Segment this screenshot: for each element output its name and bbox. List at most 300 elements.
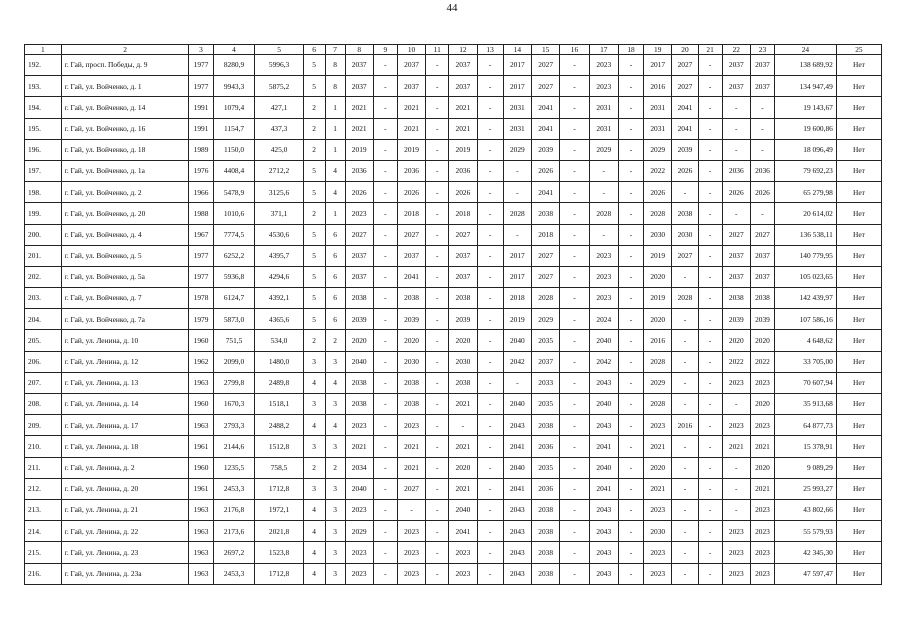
table-cell: - (373, 478, 397, 499)
table-cell: 2031 (644, 118, 672, 139)
table-cell: 2027 (532, 266, 560, 287)
table-cell: 5 (303, 224, 325, 245)
table-cell: 7774,5 (213, 224, 255, 245)
table-cell: 2020 (644, 457, 672, 478)
table-cell: 138 689,92 (775, 55, 837, 76)
table-cell: - (477, 182, 503, 203)
table-cell: - (560, 160, 589, 181)
table-cell: 2027 (397, 478, 425, 499)
table-cell: 2021 (644, 478, 672, 499)
table-cell: 2028 (589, 203, 618, 224)
table-cell: 2021 (449, 436, 477, 457)
table-cell: - (560, 55, 589, 76)
table-cell: 2027 (672, 76, 698, 97)
table-cell: 751,5 (213, 330, 255, 351)
table-cell: - (672, 372, 698, 393)
table-cell: 2027 (449, 224, 477, 245)
table-cell: 4 (303, 521, 325, 542)
table-cell: 1976 (189, 160, 213, 181)
table-cell: - (560, 351, 589, 372)
table-row (25, 457, 882, 478)
table-cell: 2793,3 (213, 415, 255, 436)
table-cell: - (373, 224, 397, 245)
table-cell: - (373, 139, 397, 160)
row-index-cell: 194. (25, 97, 62, 118)
table-cell: - (750, 139, 774, 160)
table-cell: 5996,3 (255, 55, 303, 76)
table-cell: - (618, 330, 643, 351)
table-cell: 2017 (503, 266, 531, 287)
table-cell: 1960 (189, 457, 213, 478)
table-cell: - (373, 118, 397, 139)
table-cell: - (560, 139, 589, 160)
table-cell: Нет (836, 394, 881, 415)
table-cell: - (477, 139, 503, 160)
table-cell: - (618, 521, 643, 542)
table-cell: 2028 (672, 288, 698, 309)
table-cell: 2043 (589, 372, 618, 393)
table-cell: 5478,9 (213, 182, 255, 203)
table-cell: 437,3 (255, 118, 303, 139)
column-number-cell: 24 (775, 45, 837, 55)
table-cell: 2489,8 (255, 372, 303, 393)
table-cell: - (698, 372, 722, 393)
table-cell: - (373, 76, 397, 97)
table-cell: - (672, 478, 698, 499)
row-index-cell: 195. (25, 118, 62, 139)
table-cell: 3 (325, 521, 345, 542)
table-cell: Нет (836, 351, 881, 372)
table-cell: 2031 (503, 118, 531, 139)
table-cell: 2041 (532, 97, 560, 118)
table-cell: - (698, 394, 722, 415)
table-cell: 2039 (750, 309, 774, 330)
table-cell: 1960 (189, 330, 213, 351)
table-cell: 2022 (722, 351, 750, 372)
table-cell: 2021 (397, 457, 425, 478)
table-cell: - (698, 478, 722, 499)
table-cell: - (503, 224, 531, 245)
table-row (25, 203, 882, 224)
table-cell: - (477, 457, 503, 478)
table-cell: Нет (836, 542, 881, 563)
table-cell: Нет (836, 245, 881, 266)
table-cell: 1961 (189, 436, 213, 457)
table-cell: 2021 (397, 97, 425, 118)
table-cell: 2020 (449, 330, 477, 351)
table-cell: 2016 (644, 330, 672, 351)
table-cell: 2020 (722, 330, 750, 351)
table-cell: 3125,6 (255, 182, 303, 203)
table-cell: - (672, 351, 698, 372)
table-cell: 134 947,49 (775, 76, 837, 97)
table-cell: 2021 (397, 436, 425, 457)
column-number-cell: 4 (213, 45, 255, 55)
table-cell: 2038 (532, 415, 560, 436)
table-row (25, 182, 882, 203)
table-cell: - (426, 97, 449, 118)
table-cell: - (698, 76, 722, 97)
column-number-cell: 2 (61, 45, 189, 55)
table-cell: 4 (303, 563, 325, 584)
table-cell: - (373, 457, 397, 478)
table-cell: 2023 (750, 499, 774, 520)
table-cell: 9943,3 (213, 76, 255, 97)
table-cell: 2016 (644, 76, 672, 97)
table-cell: 427,1 (255, 97, 303, 118)
table-row (25, 330, 882, 351)
table-cell: 2 (325, 330, 345, 351)
address-cell: г. Гай, ул. Войченко, д. 7а (61, 309, 189, 330)
table-cell: Нет (836, 203, 881, 224)
table-cell: 2027 (397, 224, 425, 245)
table-cell: 2037 (449, 55, 477, 76)
table-cell: 2023 (589, 266, 618, 287)
table-cell: 2037 (750, 245, 774, 266)
address-cell: г. Гай, ул. Ленина, д. 13 (61, 372, 189, 393)
table-cell: 1079,4 (213, 97, 255, 118)
table-cell: 1 (325, 118, 345, 139)
table-cell: - (477, 309, 503, 330)
table-cell: 2453,3 (213, 478, 255, 499)
address-cell: г. Гай, ул. Войченко, д. 5 (61, 245, 189, 266)
table-cell: Нет (836, 182, 881, 203)
table-cell: 2037 (750, 55, 774, 76)
table-cell: 4530,6 (255, 224, 303, 245)
table-cell: 18 096,49 (775, 139, 837, 160)
table-cell: 2 (303, 97, 325, 118)
column-number-cell: 17 (589, 45, 618, 55)
table-cell: Нет (836, 436, 881, 457)
table-cell: 1963 (189, 372, 213, 393)
table-cell: 2023 (589, 76, 618, 97)
table-cell: 8 (325, 76, 345, 97)
table-cell: - (373, 330, 397, 351)
table-cell: 8 (325, 55, 345, 76)
table-cell: 1518,1 (255, 394, 303, 415)
column-number-cell: 5 (255, 45, 303, 55)
table-cell: 2023 (345, 499, 373, 520)
table-cell: - (722, 499, 750, 520)
table-cell: - (560, 309, 589, 330)
table-cell: - (477, 288, 503, 309)
table-row (25, 478, 882, 499)
row-index-cell: 198. (25, 182, 62, 203)
table-cell: 3 (303, 394, 325, 415)
page-number: 44 (446, 2, 458, 14)
table-cell: 2037 (345, 245, 373, 266)
table-cell: 2043 (589, 499, 618, 520)
table-cell: 2038 (672, 203, 698, 224)
table-cell: 2041 (672, 97, 698, 118)
table-cell: 35 913,68 (775, 394, 837, 415)
table-cell: 2023 (644, 542, 672, 563)
table-cell: - (560, 245, 589, 266)
table-cell: 2030 (644, 224, 672, 245)
table-cell: Нет (836, 521, 881, 542)
table-cell: 2021 (397, 118, 425, 139)
table-cell: 2 (303, 118, 325, 139)
table-cell: - (477, 542, 503, 563)
table-cell: 2038 (532, 542, 560, 563)
row-index-cell: 210. (25, 436, 62, 457)
table-cell: - (672, 499, 698, 520)
column-number-cell: 16 (560, 45, 589, 55)
row-index-cell: 200. (25, 224, 62, 245)
table-cell: - (373, 55, 397, 76)
table-cell: 2041 (589, 478, 618, 499)
table-cell: - (672, 457, 698, 478)
table-cell: 6 (325, 245, 345, 266)
table-cell: Нет (836, 372, 881, 393)
address-cell: г. Гай, ул. Ленина, д. 20 (61, 478, 189, 499)
table-cell: 2017 (503, 76, 531, 97)
table-cell: 2026 (750, 182, 774, 203)
table-cell: 43 802,66 (775, 499, 837, 520)
table-cell: 1712,8 (255, 478, 303, 499)
table-cell: 2037 (449, 266, 477, 287)
table-cell: 2023 (397, 415, 425, 436)
table-cell: 2017 (644, 55, 672, 76)
table-cell: - (426, 521, 449, 542)
address-cell: г. Гай, ул. Ленина, д. 18 (61, 436, 189, 457)
table-cell: 2039 (532, 139, 560, 160)
table-cell: 136 538,11 (775, 224, 837, 245)
table-cell: 2028 (503, 203, 531, 224)
table-cell: 1967 (189, 224, 213, 245)
table-cell: - (618, 139, 643, 160)
table-cell: 1988 (189, 203, 213, 224)
table-cell: 2028 (644, 203, 672, 224)
table-cell: - (477, 203, 503, 224)
table-cell: 2018 (503, 288, 531, 309)
table-cell: 2020 (345, 330, 373, 351)
table-cell: 4 (325, 182, 345, 203)
table-cell: - (560, 563, 589, 584)
table-cell: - (672, 309, 698, 330)
address-cell: г. Гай, ул. Войченко, д. 1 (61, 76, 189, 97)
table-cell: Нет (836, 457, 881, 478)
table-cell: - (477, 330, 503, 351)
table-cell: - (672, 542, 698, 563)
column-number-cell: 13 (477, 45, 503, 55)
table-cell: 4 (303, 542, 325, 563)
table-cell: 2023 (644, 499, 672, 520)
table-cell: 2035 (532, 330, 560, 351)
table-row (25, 288, 882, 309)
table-cell: 5 (303, 245, 325, 266)
table-cell: 3 (303, 478, 325, 499)
table-cell: - (426, 245, 449, 266)
table-cell: 1512,8 (255, 436, 303, 457)
row-index-cell: 216. (25, 563, 62, 584)
table-cell: 1712,8 (255, 563, 303, 584)
column-number-cell: 15 (532, 45, 560, 55)
table-cell: 2040 (345, 351, 373, 372)
table-cell: - (618, 563, 643, 584)
table-cell: - (722, 203, 750, 224)
table-cell: 2039 (345, 309, 373, 330)
table-cell: 2697,2 (213, 542, 255, 563)
table-cell: 2028 (532, 288, 560, 309)
table-cell: 1962 (189, 351, 213, 372)
table-cell: 5 (303, 182, 325, 203)
table-cell: - (477, 351, 503, 372)
column-number-row (25, 45, 882, 55)
table-cell: 2041 (589, 436, 618, 457)
table-cell: 140 779,95 (775, 245, 837, 266)
table-cell: - (373, 542, 397, 563)
table-cell: - (373, 97, 397, 118)
table-cell: 4392,1 (255, 288, 303, 309)
table-cell: - (589, 224, 618, 245)
table-cell: - (426, 457, 449, 478)
table-cell: Нет (836, 118, 881, 139)
table-cell: 2043 (503, 499, 531, 520)
table-cell: 2043 (589, 563, 618, 584)
table-cell: - (477, 394, 503, 415)
table-cell: 2027 (750, 224, 774, 245)
table-cell: - (698, 55, 722, 76)
table-cell: 2029 (644, 139, 672, 160)
address-cell: г. Гай, ул. Войченко, д. 20 (61, 203, 189, 224)
address-cell: г. Гай, ул. Ленина, д. 12 (61, 351, 189, 372)
table-cell: - (426, 118, 449, 139)
table-cell: - (698, 499, 722, 520)
table-cell: 1963 (189, 542, 213, 563)
table-cell: - (477, 478, 503, 499)
table-cell: 2037 (722, 245, 750, 266)
address-cell: г. Гай, ул. Ленина, д. 22 (61, 521, 189, 542)
table-cell: 2040 (345, 478, 373, 499)
table-cell: 2023 (449, 542, 477, 563)
row-index-cell: 193. (25, 76, 62, 97)
table-cell: Нет (836, 288, 881, 309)
table-cell: 6 (325, 309, 345, 330)
table-cell: 2020 (750, 457, 774, 478)
table-cell: 2043 (589, 521, 618, 542)
table-cell: - (426, 288, 449, 309)
table-cell: - (477, 266, 503, 287)
table-cell: 2016 (672, 415, 698, 436)
table-cell: 3 (325, 478, 345, 499)
table-cell: 1991 (189, 97, 213, 118)
address-cell: г. Гай, ул. Ленина, д. 23 (61, 542, 189, 563)
table-cell: - (426, 160, 449, 181)
table-cell: 2023 (722, 563, 750, 584)
table-cell: 2021 (449, 478, 477, 499)
table-row (25, 160, 882, 181)
table-cell: - (373, 288, 397, 309)
table-cell: - (426, 563, 449, 584)
table-cell: 2043 (503, 563, 531, 584)
table-cell: - (618, 118, 643, 139)
column-number-cell: 12 (449, 45, 477, 55)
table-cell: - (698, 160, 722, 181)
table-cell: - (560, 521, 589, 542)
column-number-cell: 19 (644, 45, 672, 55)
table-cell: - (477, 563, 503, 584)
table-cell: Нет (836, 97, 881, 118)
table-cell: 4408,4 (213, 160, 255, 181)
table-cell: - (503, 160, 531, 181)
table-cell: 8280,9 (213, 55, 255, 76)
table-cell: 2023 (345, 563, 373, 584)
table-cell: - (560, 224, 589, 245)
table-cell: 5873,0 (213, 309, 255, 330)
table-cell: 107 586,16 (775, 309, 837, 330)
table-row (25, 436, 882, 457)
table-cell: - (426, 309, 449, 330)
address-cell: г. Гай, ул. Войченко, д. 14 (61, 97, 189, 118)
table-row (25, 266, 882, 287)
table-cell: 2035 (532, 457, 560, 478)
table-cell: - (560, 118, 589, 139)
table-cell: 42 345,30 (775, 542, 837, 563)
table-cell: - (560, 330, 589, 351)
table-cell: 2453,3 (213, 563, 255, 584)
table-cell: 2018 (449, 203, 477, 224)
table-cell: 1977 (189, 266, 213, 287)
table-cell: - (722, 97, 750, 118)
table-cell: - (373, 245, 397, 266)
table-cell: 2043 (503, 542, 531, 563)
table-cell: - (672, 521, 698, 542)
table-cell: 64 877,73 (775, 415, 837, 436)
table-cell: 6 (325, 288, 345, 309)
table-cell: 2039 (672, 139, 698, 160)
table-cell: 4 648,62 (775, 330, 837, 351)
table-row (25, 97, 882, 118)
table-cell: 2033 (532, 372, 560, 393)
table-cell: - (618, 245, 643, 266)
table-cell: 4 (325, 160, 345, 181)
table-cell: 2020 (750, 394, 774, 415)
table-cell: 2022 (750, 351, 774, 372)
table-cell: 2035 (532, 394, 560, 415)
table-cell: - (426, 499, 449, 520)
table-cell: 2099,0 (213, 351, 255, 372)
table-cell: 1991 (189, 118, 213, 139)
table-cell: 2026 (449, 182, 477, 203)
table-cell: 2021 (644, 436, 672, 457)
table-cell: 2020 (449, 457, 477, 478)
table-cell: 2037 (345, 266, 373, 287)
table-cell: 20 614,02 (775, 203, 837, 224)
address-cell: г. Гай, ул. Войченко, д. 7 (61, 288, 189, 309)
table-cell: 1963 (189, 499, 213, 520)
table-cell: 2038 (750, 288, 774, 309)
table-cell: 15 378,91 (775, 436, 837, 457)
row-index-cell: 204. (25, 309, 62, 330)
table-cell: - (618, 351, 643, 372)
table-cell: 2019 (397, 139, 425, 160)
table-cell: - (698, 563, 722, 584)
table-cell: 2028 (644, 394, 672, 415)
table-cell: 1010,6 (213, 203, 255, 224)
table-cell: 2027 (345, 224, 373, 245)
table-cell: - (750, 203, 774, 224)
table-cell: - (373, 521, 397, 542)
table-cell: - (373, 436, 397, 457)
column-number-cell: 20 (672, 45, 698, 55)
column-number-cell: 3 (189, 45, 213, 55)
table-cell: 2041 (532, 118, 560, 139)
table-cell: 2038 (449, 372, 477, 393)
table-cell: 4365,6 (255, 309, 303, 330)
column-number-cell: 25 (836, 45, 881, 55)
table-cell: - (426, 478, 449, 499)
